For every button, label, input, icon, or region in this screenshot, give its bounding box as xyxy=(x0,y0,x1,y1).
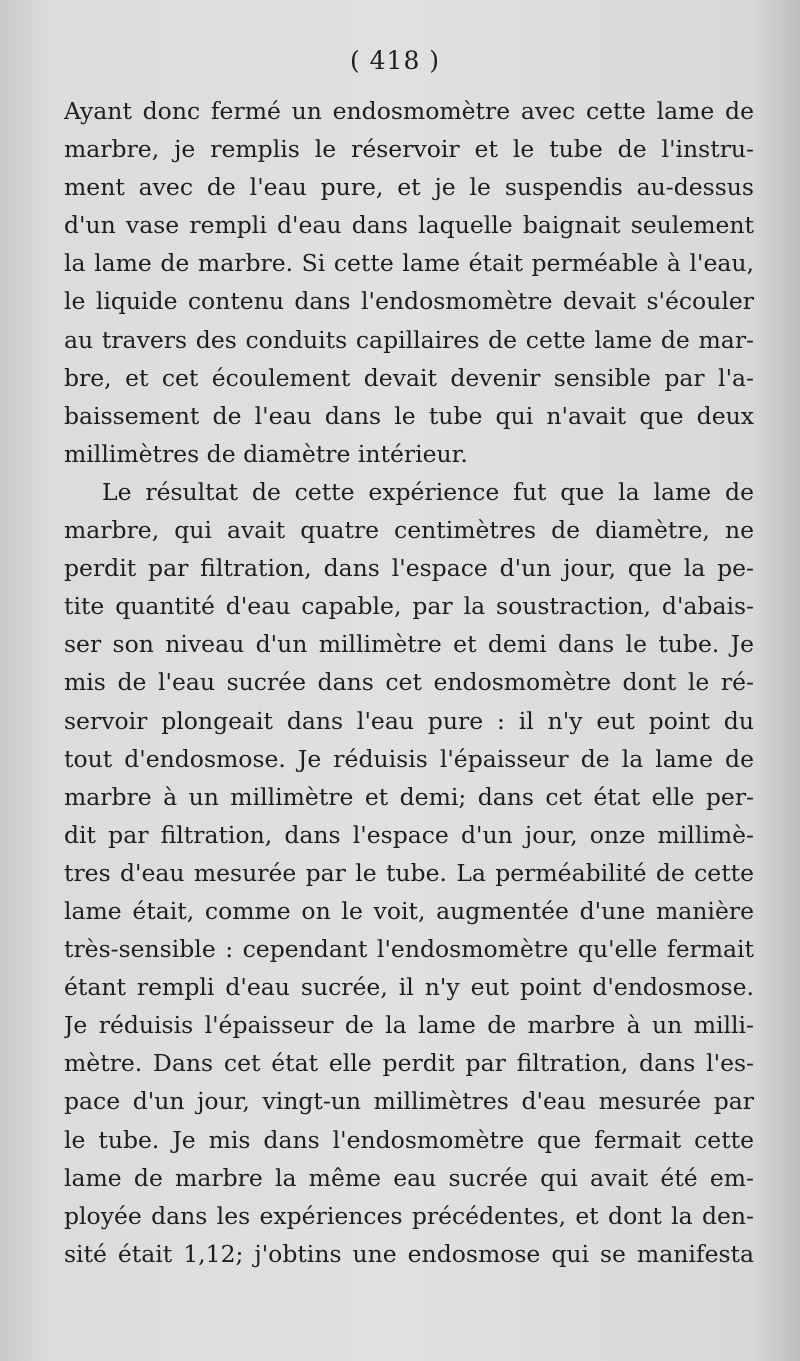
text-line: d'un vase rempli d'eau dans laquelle baignait seulement xyxy=(64,211,754,240)
text-line: le tube. Je mis dans l'endosmomètre que fermait cette xyxy=(64,1125,754,1154)
text-line: tres d'eau mesurée par le tube. La perméabilité de cette xyxy=(64,858,754,887)
text-line: lame de marbre la même eau sucrée qui avait été em- xyxy=(64,1163,754,1192)
text-line: lame était, comme on le voit, augmentée d'une manière xyxy=(64,896,754,925)
text-line: Ayant donc fermé un endosmomètre avec cette lame de xyxy=(64,97,754,125)
text-line: très-sensible : cependant l'endosmomètre qu'elle fermait xyxy=(64,935,754,964)
body-text xyxy=(64,92,754,1273)
text-line: au travers des conduits capillaires de cette lame de mar- xyxy=(64,325,754,354)
text-line: servoir plongeait dans l'eau pure : il n'y eut point du xyxy=(64,706,754,735)
text-line: ment avec de l'eau pure, et je le suspendis au-dessus xyxy=(64,173,754,202)
text-line: Je réduisis l'épaisseur de la lame de marbre à un milli- xyxy=(64,1011,754,1040)
text-line: ser son niveau d'un millimètre et demi dans le tube. Je xyxy=(64,630,754,659)
text-line: marbre à un millimètre et demi; dans cet état elle per- xyxy=(64,782,754,811)
text-line: marbre, je remplis le réservoir et le tube de l'instru- xyxy=(64,135,754,164)
text-line: pace d'un jour, vingt-un millimètres d'eau mesurée par xyxy=(64,1087,754,1116)
text-line: tite quantité d'eau capable, par la soustraction, d'abais- xyxy=(64,592,754,621)
text-line: sité était 1,12; j'obtins une endosmose qui se manifesta xyxy=(64,1239,754,1268)
text-line: bre, et cet écoulement devait devenir sensible par l'a- xyxy=(64,363,754,392)
page-number: ( 418 ) xyxy=(349,46,441,75)
text-line: mis de l'eau sucrée dans cet endosmomètre dont le ré- xyxy=(64,668,754,697)
text-line: perdit par filtration, dans l'espace d'un jour, que la pe- xyxy=(64,554,754,583)
text-line: étant rempli d'eau sucrée, il n'y eut point d'endosmose. xyxy=(64,973,754,1002)
text-line: dit par filtration, dans l'espace d'un jour, onze millimè- xyxy=(64,820,754,849)
text-line: la lame de marbre. Si cette lame était perméable à l'eau, xyxy=(64,249,754,278)
text-line: marbre, qui avait quatre centimètres de diamètre, ne xyxy=(64,516,754,545)
text-line: Le résultat de cette expérience fut que la lame de xyxy=(102,477,754,506)
text-line: ployée dans les expériences précédentes, et dont la den- xyxy=(64,1201,754,1230)
text-line: millimètres de diamètre intérieur. xyxy=(64,439,468,468)
text-line: baissement de l'eau dans le tube qui n'avait que deux xyxy=(64,401,754,430)
text-line: le liquide contenu dans l'endosmomètre devait s'écouler xyxy=(64,287,754,316)
text-line: tout d'endosmose. Je réduisis l'épaisseur de la lame de xyxy=(64,744,754,773)
text-line: mètre. Dans cet état elle perdit par filtration, dans l'es- xyxy=(64,1049,754,1078)
